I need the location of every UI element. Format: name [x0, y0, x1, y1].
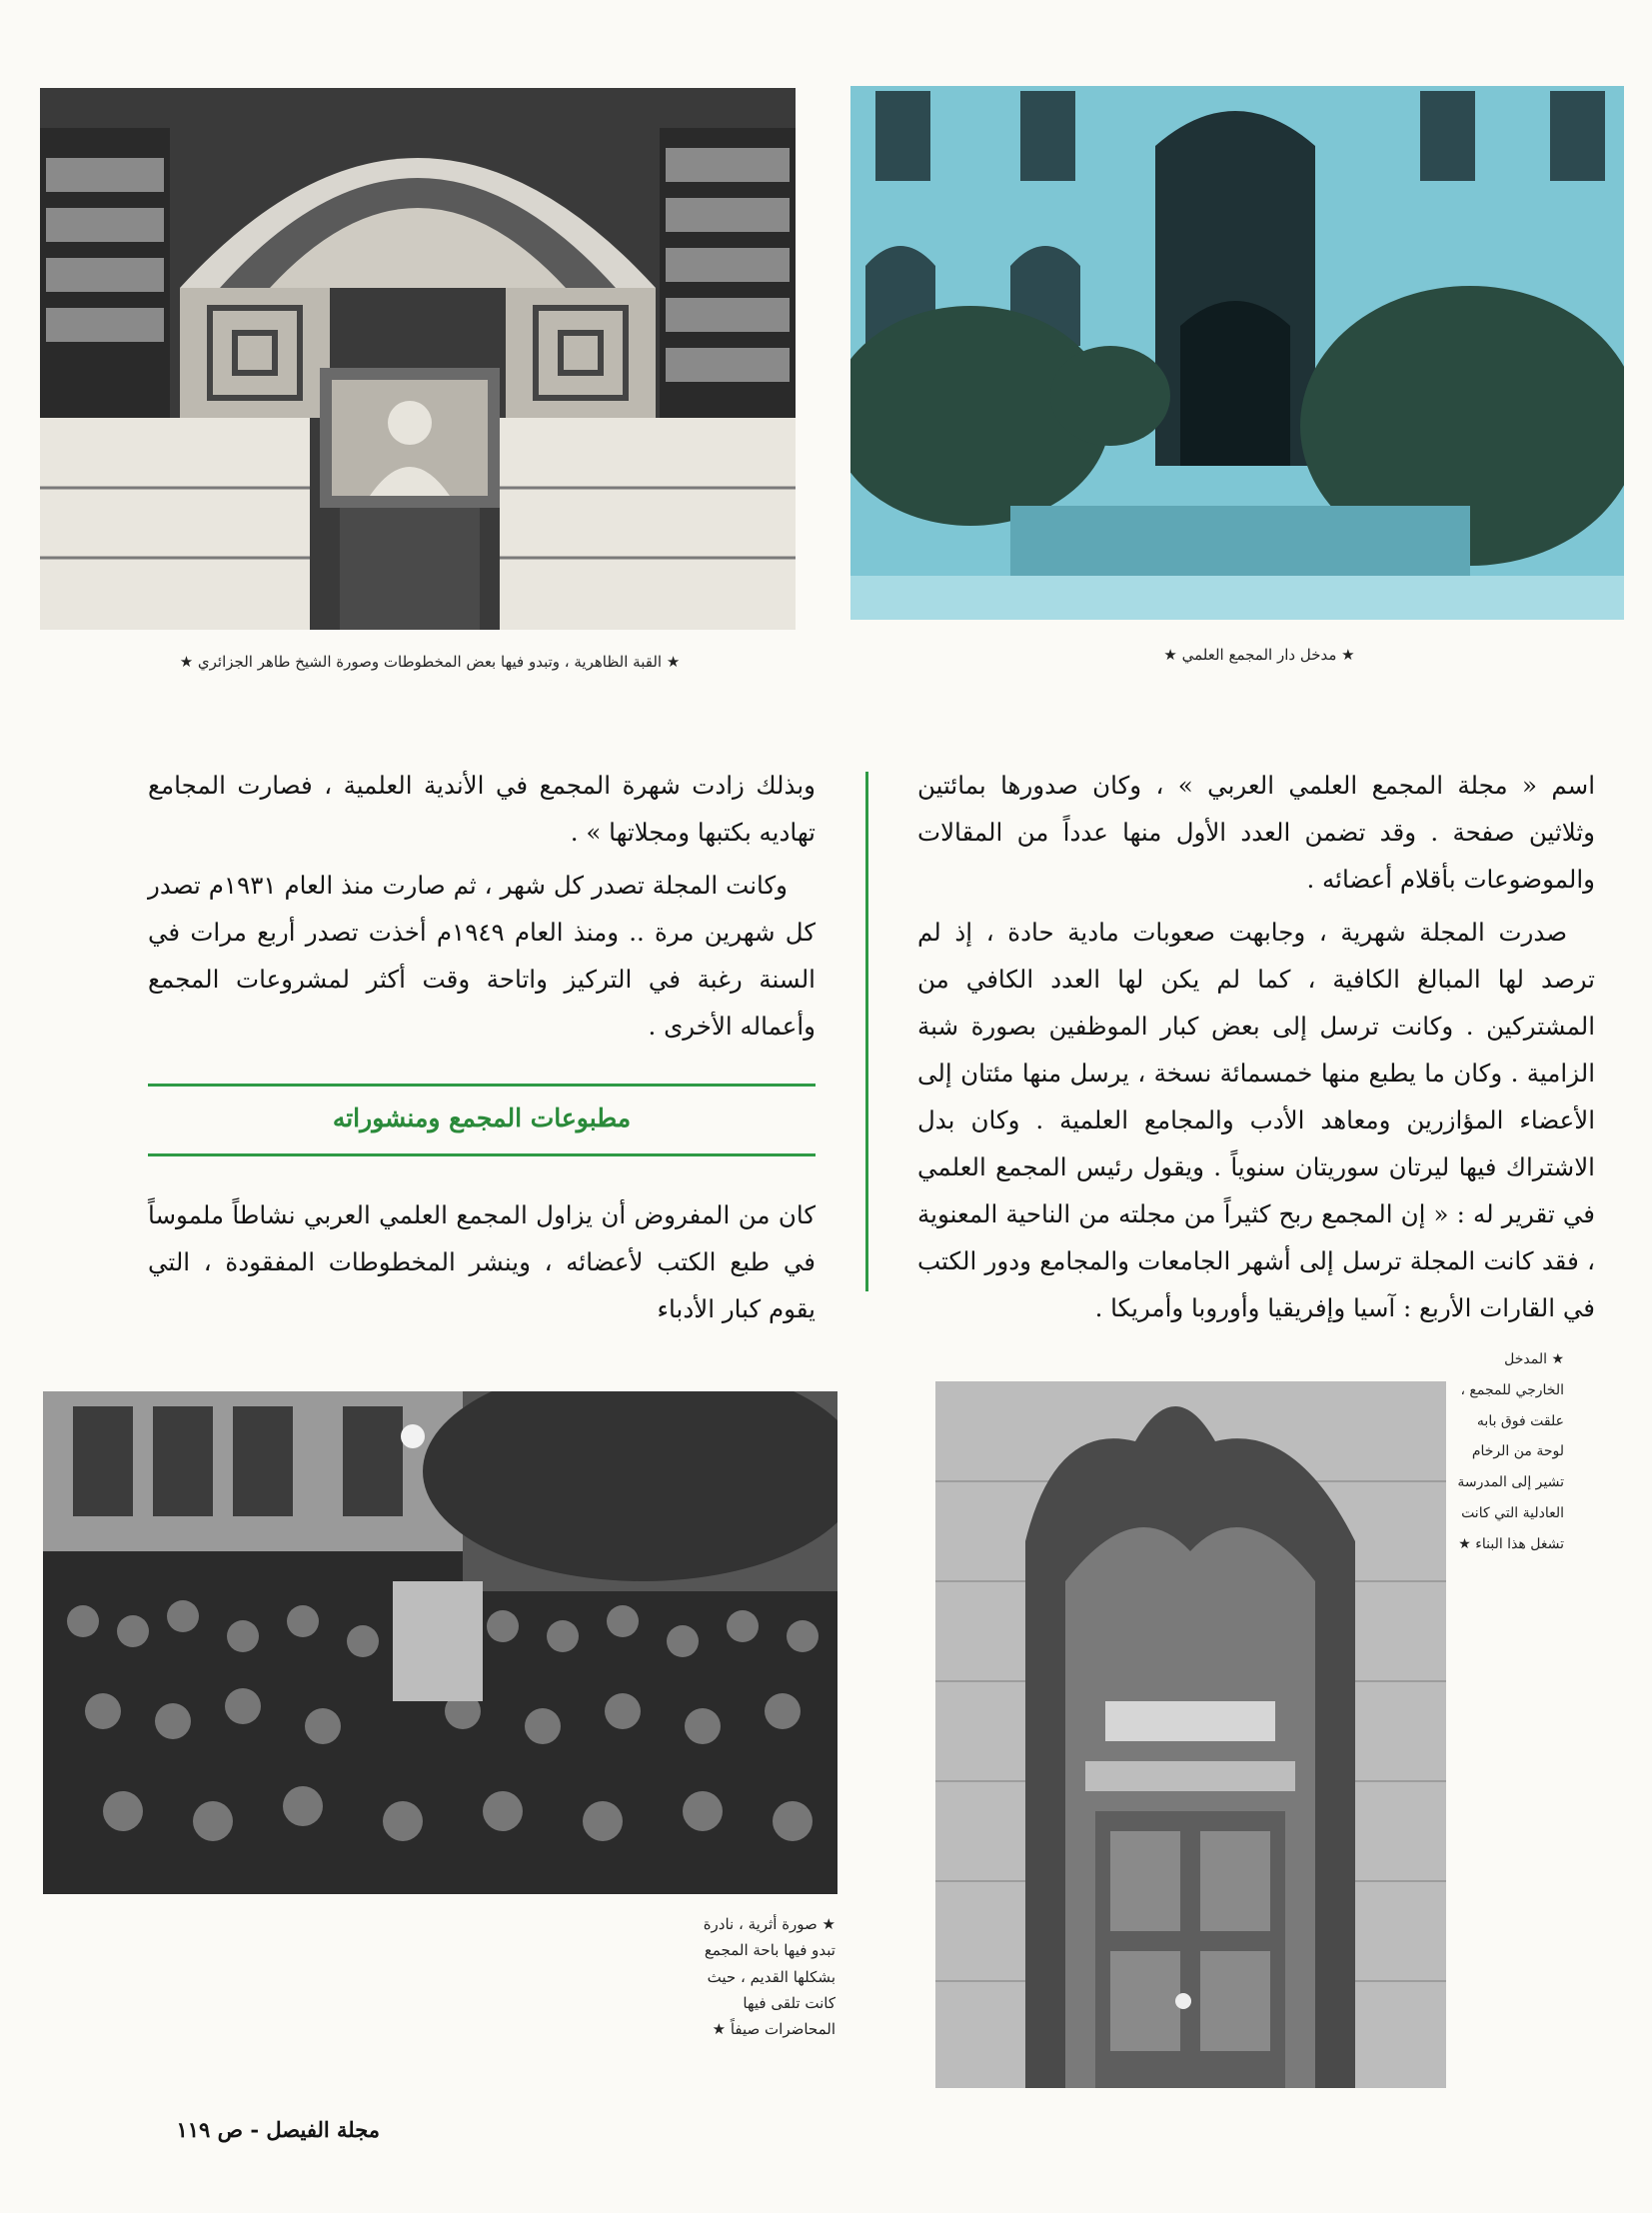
page-footer: مجلة الفيصل - ص ١١٩: [176, 2117, 380, 2142]
paragraph: اسم « مجلة المجمع العلمي العربي » ، وكان صدورها بمائتين وثلاثين صفحة . وقد تضمن العدد الأول منها عدداً من المقالات والموضوعات بأقلام أعضائه .: [917, 771, 1595, 894]
caption-library-dome: ★ القبة الظاهرية ، وتبدو فيها بعض المخطوطات وصورة الشيخ طاهر الجزائري ★: [179, 653, 681, 671]
paragraph: صدرت المجلة شهرية ، وجابهت صعوبات مادية حادة ، إذ لم ترصد لها المبالغ الكافية ، كما لم يكن لها العدد الكافي من المشتركين . وكانت ترسل إلى بعض كبار الموظفين بصورة شبة الزامية . وكان ما يطبع منها خمسمائة نسخة ، يرسل منها مئتان إلى الأعضاء المؤازرين ومعاهد الأدب والمجامع العلمية . وكان بدل الاشتراك فيها ليرتان سوريتان سنوياً . ويقول رئيس المجمع العلمي في تقرير له : « إن المجمع ربح كثيراً من مجلته من الناحية المعنوية ، فقد كانت المجلة ترسل إلى أشهر الجامعات والمجامع ودور الكتب في القارات الأربع : آسيا وإفريقيا وأوروبا وأمريكا .: [917, 918, 1595, 1322]
paragraph: وبذلك زادت شهرة المجمع في الأندية العلمية ، فصارت المجامع تهاديه بكتبها ومجلاتها » .: [148, 771, 816, 847]
photo-old-courtyard: [43, 1391, 837, 1894]
column-divider: [865, 772, 868, 1291]
caption-academy-entrance: ★ مدخل دار المجمع العلمي ★: [1163, 646, 1355, 664]
photo-academy-entrance: [850, 86, 1624, 620]
heading-rule-bottom: [148, 1153, 816, 1156]
paragraph: كان من المفروض أن يزاول المجمع العلمي العربي نشاطاً ملموساً في طبع الكتب لأعضائه ، وينشر المخطوطات المفقودة ، التي يقوم كبار الأدباء: [148, 1200, 816, 1323]
right-text-column: [917, 762, 1595, 1331]
heading-rule-top: [148, 1084, 816, 1087]
photo-outer-entrance: [935, 1381, 1446, 2088]
section-text: [148, 1191, 816, 1332]
caption-old-courtyard: ★ صورة أثرية ، نادرة تبدو فيها باحة المجمع بشكلها القديم ، حيث كانت تلقى فيها المحاضرات صيفاً ★: [703, 1915, 835, 2038]
caption-outer-entrance: ★ المدخل الخارجي للمجمع ، علقت فوق بابه لوحة من الرخام تشير إلى المدرسة العادلية التي كانت تشغل هذا البناء ★: [1457, 1351, 1564, 1552]
section-heading: مطبوعات المجمع ومنشوراته: [332, 1104, 632, 1132]
photo-library-dome: [40, 88, 796, 630]
paragraph: وكانت المجلة تصدر كل شهر ، ثم صارت منذ العام ١٩٣١م تصدر كل شهرين مرة .. ومنذ العام ١٩٤٩م أخذت تصدر أربع مرات في السنة رغبة في التركيز واتاحة وقت أكثر لمشروعات المجمع وأعماله الأخرى .: [148, 871, 816, 1041]
left-text-column: [148, 762, 816, 1050]
